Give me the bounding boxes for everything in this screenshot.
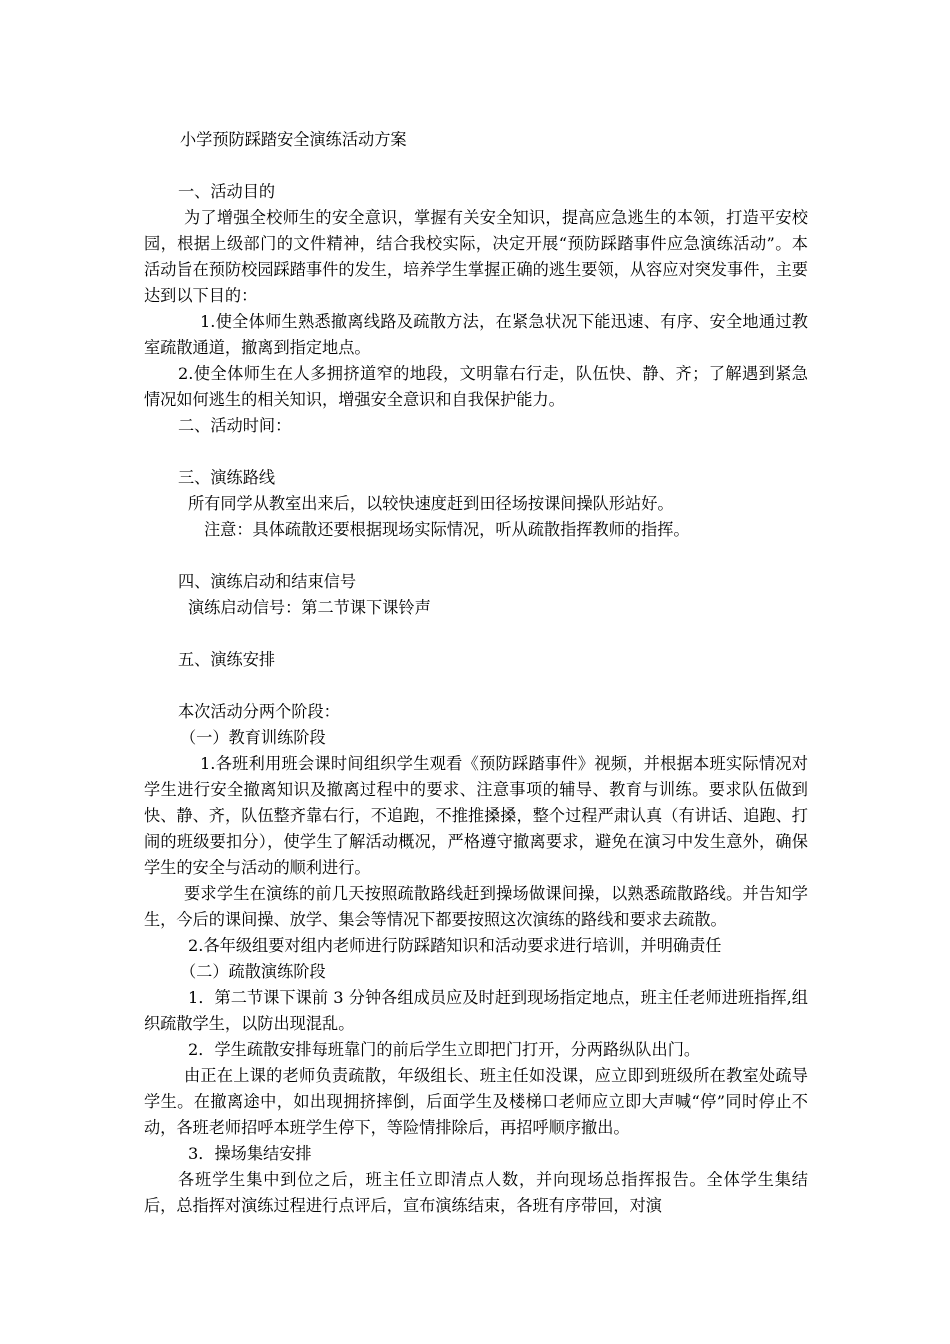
subsection-heading-evacuation: （二）疏散演练阶段 [180, 962, 326, 981]
paragraph-evacuation-3: 由正在上课的老师负责疏散，年级组长、班主任如没课，应立即到班级所在教室处疏导学生。在撤离途中，如出现拥挤摔倒，后面学生及楼梯口老师应立即大声喊“停”同时停止不动，各班老师招呼本班学生停下，等险情排除后，再招呼顺序撤出。 [144, 1066, 808, 1137]
paragraph-evacuation-5: 各班学生集中到位之后，班主任立即清点人数，并向现场总指挥报告。全体学生集结后，总指挥对演练过程进行点评后，宣布演练结束，各班有序带回，对演 [144, 1170, 808, 1215]
section-heading-time: 二、活动时间： [178, 416, 292, 435]
paragraph-arrangement-intro: 本次活动分两个阶段： [178, 702, 340, 721]
paragraph-training-2: 要求学生在演练的前几天按照疏散路线赶到操场做课间操，以熟悉疏散路线。并告知学生，今后的课间操、放学、集会等情况下都要按照这次演练的路线和要求去疏散。 [144, 884, 808, 929]
paragraph-purpose-item-1: 1.使全体师生熟悉撤离线路及疏散方法，在紧急状况下能迅速、有序、安全地通过教室疏散通道，撤离到指定地点。 [144, 312, 808, 357]
section-heading-signal: 四、演练启动和结束信号 [178, 572, 357, 591]
paragraph-signal: 演练启动信号：第二节课下课铃声 [188, 598, 431, 617]
subsection-heading-training: （一）教育训练阶段 [180, 728, 326, 747]
paragraph-route: 所有同学从教室出来后，以较快速度赶到田径场按课间操队形站好。 [188, 494, 674, 513]
paragraph-training-1: 1.各班利用班会课时间组织学生观看《预防踩踏事件》视频，并根据本班实际情况对学生进行安全撤离知识及撤离过程中的要求、注意事项的辅导、教育与训练。要求队伍做到快、静、齐，队伍整齐靠右行，不追跑，不推推搡搡，整个过程严肃认真（有讲话、追跑、打闹的班级要扣分），使学生了解活动概况，严格遵守撤离要求，避免在演习中发生意外，确保学生的安全与活动的顺利进行。 [144, 754, 808, 877]
paragraph-purpose-intro: 为了增强全校师生的安全意识，掌握有关安全知识，提高应急逃生的本领，打造平安校园，根据上级部门的文件精神，结合我校实际，决定开展“预防踩踏事件应急演练活动”。本活动旨在预防校园踩踏事件的发生，培养学生掌握正确的逃生要领，从容应对突发事件，主要达到以下目的： [144, 208, 808, 305]
blank-line [144, 153, 808, 179]
section-heading-arrangement: 五、演练安排 [178, 650, 276, 669]
paragraph-evacuation-1: 1．第二节课下课前 3 分钟各组成员应及时赶到现场指定地点，班主任老师进班指挥,组织疏散学生，以防出现混乱。 [144, 988, 808, 1033]
paragraph-evacuation-4: 3．操场集结安排 [188, 1144, 312, 1163]
section-heading-route: 三、演练路线 [178, 468, 276, 487]
document-title: 小学预防踩踏安全演练活动方案 [180, 130, 407, 149]
blank-line [144, 673, 808, 699]
document-body [144, 127, 808, 1219]
blank-line [144, 439, 808, 465]
blank-line [144, 543, 808, 569]
section-heading-purpose: 一、活动目的 [178, 182, 276, 201]
paragraph-evacuation-2: 2．学生疏散安排每班靠门的前后学生立即把门打开，分两路纵队出门。 [188, 1040, 701, 1059]
paragraph-purpose-item-2: 2.使全体师生在人多拥挤道窄的地段，文明靠右行走，队伍快、静、齐；了解遇到紧急情况如何逃生的相关知识，增强安全意识和自我保护能力。 [144, 364, 808, 409]
paragraph-training-3: 2.各年级组要对组内老师进行防踩踏知识和活动要求进行培训，并明确责任 [188, 936, 722, 955]
blank-line [144, 621, 808, 647]
paragraph-route-note: 注意：具体疏散还要根据现场实际情况，听从疏散指挥教师的指挥。 [204, 520, 690, 539]
